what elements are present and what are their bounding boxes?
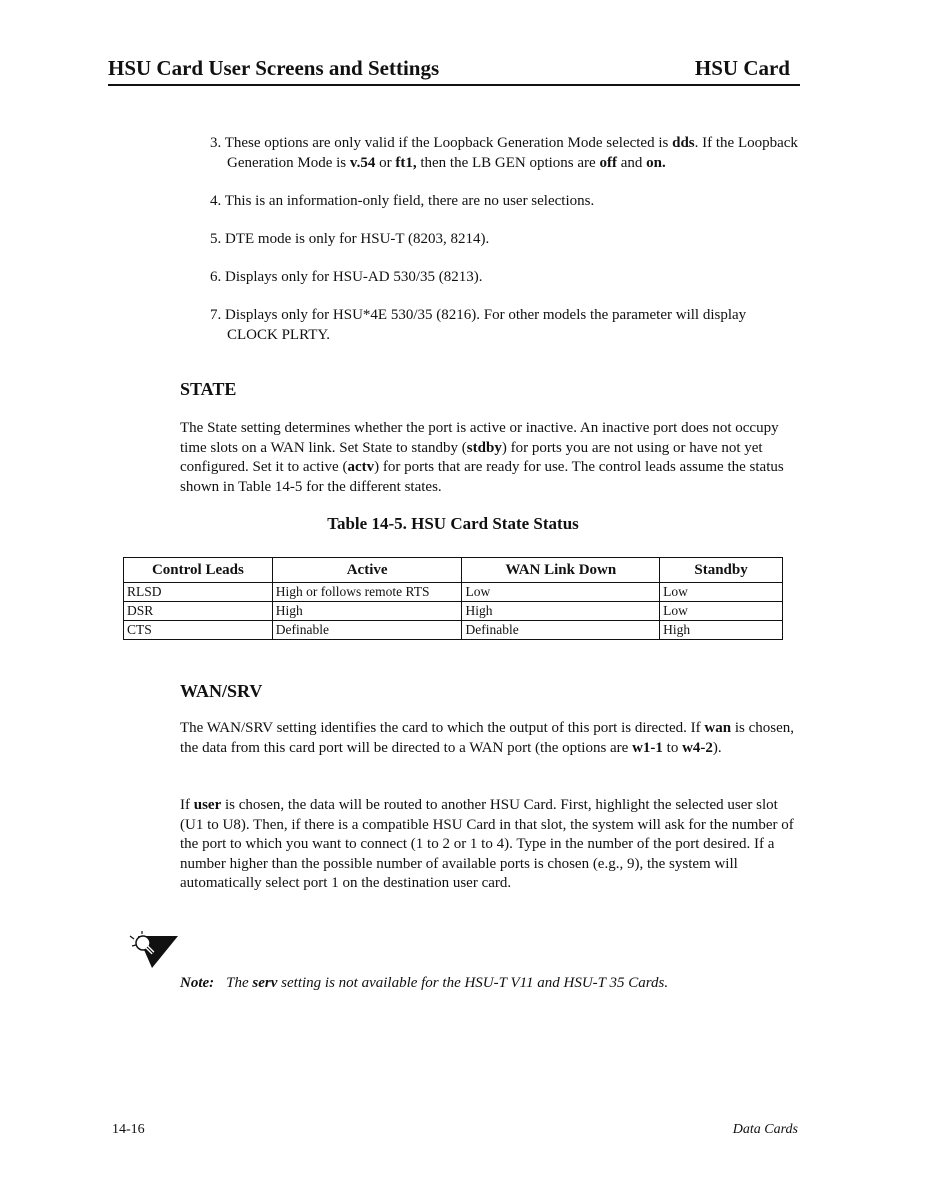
bold-term: wan (704, 720, 732, 736)
text-run: The (226, 975, 253, 991)
page-header (108, 56, 800, 86)
footnote-item (210, 267, 800, 287)
text-run: Displays only for HSU*4E 530/35 (8216). For other models the parameter will display CLOCK PLRTY. (225, 307, 747, 343)
text-run: ) for ports that are ready for use. The control leads assume the status shown in Table 14-5 for the different states. (180, 459, 784, 495)
table-cell: Definable (272, 621, 462, 640)
footnote-number: 7. (210, 307, 222, 323)
footnote-number: 6. (210, 269, 222, 285)
table-row (124, 583, 783, 602)
text-run: is chosen, the data will be routed to another HSU Card. First, highlight the selected user slot (U1 to U8). Then, if there is a compatible HSU Card in that slot, the system will ask for the number of the port to which you want to connect (1 to 2 or 1 to 4). Type in the number of the port desired. If a number higher than the possible number of available ports is chosen (e.g., 9), the system will automatically select port 1 on the destination user card. (180, 797, 794, 891)
table-row (124, 621, 783, 640)
state-status-table (123, 557, 783, 640)
header-section: HSU Card (694, 56, 790, 80)
bold-term: w1-1 (632, 739, 663, 756)
wansrv-paragraph-2 (180, 796, 800, 894)
state-paragraph (180, 419, 800, 497)
column-header: Control Leads (124, 558, 273, 583)
text-run: setting is not available for the HSU-T V11 and HSU-T 35 Cards. (277, 975, 669, 991)
text-run: The WAN/SRV setting identifies the card to which the output of this port is directed. If (180, 720, 705, 736)
table-cell: High (660, 621, 783, 640)
text-run: The State setting determines whether the port is active or inactive. An inactive port does not occupy time slots on a WAN link. Set State to standby ( (180, 420, 779, 456)
bold-term: ft1, (395, 155, 417, 171)
table-caption: Table 14-5. HSU Card State Status (327, 514, 579, 533)
footnote-text (225, 231, 489, 247)
table-cell: Low (660, 583, 783, 602)
footnote-text (225, 307, 746, 343)
bold-term: v.54 (349, 155, 376, 171)
chapter-title: Data Cards (732, 1122, 798, 1137)
note-label: Note: (180, 975, 215, 991)
text-run: and (616, 155, 647, 171)
footnote-list (210, 133, 800, 363)
table-header-row (124, 558, 783, 583)
bold-term: stdby (466, 439, 502, 456)
table-cell: RLSD (124, 583, 273, 602)
footnote-text (225, 269, 482, 285)
table-cell: Low (462, 583, 660, 602)
text-run: ) for ports you are not using or have not yet configured. Set it to active ( (180, 439, 763, 475)
footnote-item (210, 191, 800, 211)
text-run: to (662, 739, 683, 756)
column-header: WAN Link Down (462, 558, 660, 583)
footnote-item (210, 305, 800, 345)
text-run: then the LB GEN options are (416, 155, 600, 171)
text-run: is chosen, the data from this card port will be directed to a WAN port (the options are (180, 720, 795, 756)
column-header: Active (272, 558, 462, 583)
table-cell: High (462, 602, 660, 621)
footnote-text (225, 193, 594, 209)
lightbulb-note-icon (128, 930, 180, 970)
state-heading: STATE (180, 379, 237, 399)
bold-term: user (193, 797, 222, 813)
table-row (124, 602, 783, 621)
table-cell: Definable (462, 621, 660, 640)
text-run: . If the Loopback Generation Mode is (227, 135, 798, 171)
bold-term: w4-2 (682, 739, 713, 756)
header-title: HSU Card User Screens and Settings (108, 56, 440, 80)
column-header: Standby (660, 558, 783, 583)
text-run: Displays only for HSU-AD 530/35 (8213). (225, 269, 483, 285)
page-number: 14-16 (112, 1122, 145, 1137)
table-cell: DSR (124, 602, 273, 621)
footnote-item (210, 133, 800, 173)
note (180, 975, 668, 992)
footnote-number: 5. (210, 231, 222, 247)
text-run: This is an information-only field, there are no user selections. (224, 193, 595, 209)
footnote-text (225, 135, 798, 171)
table-cell: High (272, 602, 462, 621)
bold-term: serv (252, 975, 278, 991)
text-run: These options are only valid if the Loopback Generation Mode selected is (224, 135, 673, 151)
text-run: If (180, 797, 194, 813)
note-text (226, 975, 668, 991)
footnote-number: 3. (210, 135, 222, 151)
bold-term: dds (672, 135, 695, 151)
bold-term: on. (646, 155, 666, 171)
table-cell: Low (660, 602, 783, 621)
table-cell: High or follows remote RTS (272, 583, 462, 602)
footnote-number: 4. (210, 193, 222, 209)
bold-term: off (599, 155, 617, 171)
text-run: DTE mode is only for HSU-T (8203, 8214). (225, 231, 490, 247)
table-cell: CTS (124, 621, 273, 640)
bold-term: actv (347, 459, 375, 475)
text-run: ). (712, 739, 722, 756)
wansrv-paragraph-1 (180, 719, 800, 758)
footnote-item (210, 229, 800, 249)
wansrv-heading: WAN/SRV (180, 681, 263, 701)
text-run: or (375, 155, 396, 171)
